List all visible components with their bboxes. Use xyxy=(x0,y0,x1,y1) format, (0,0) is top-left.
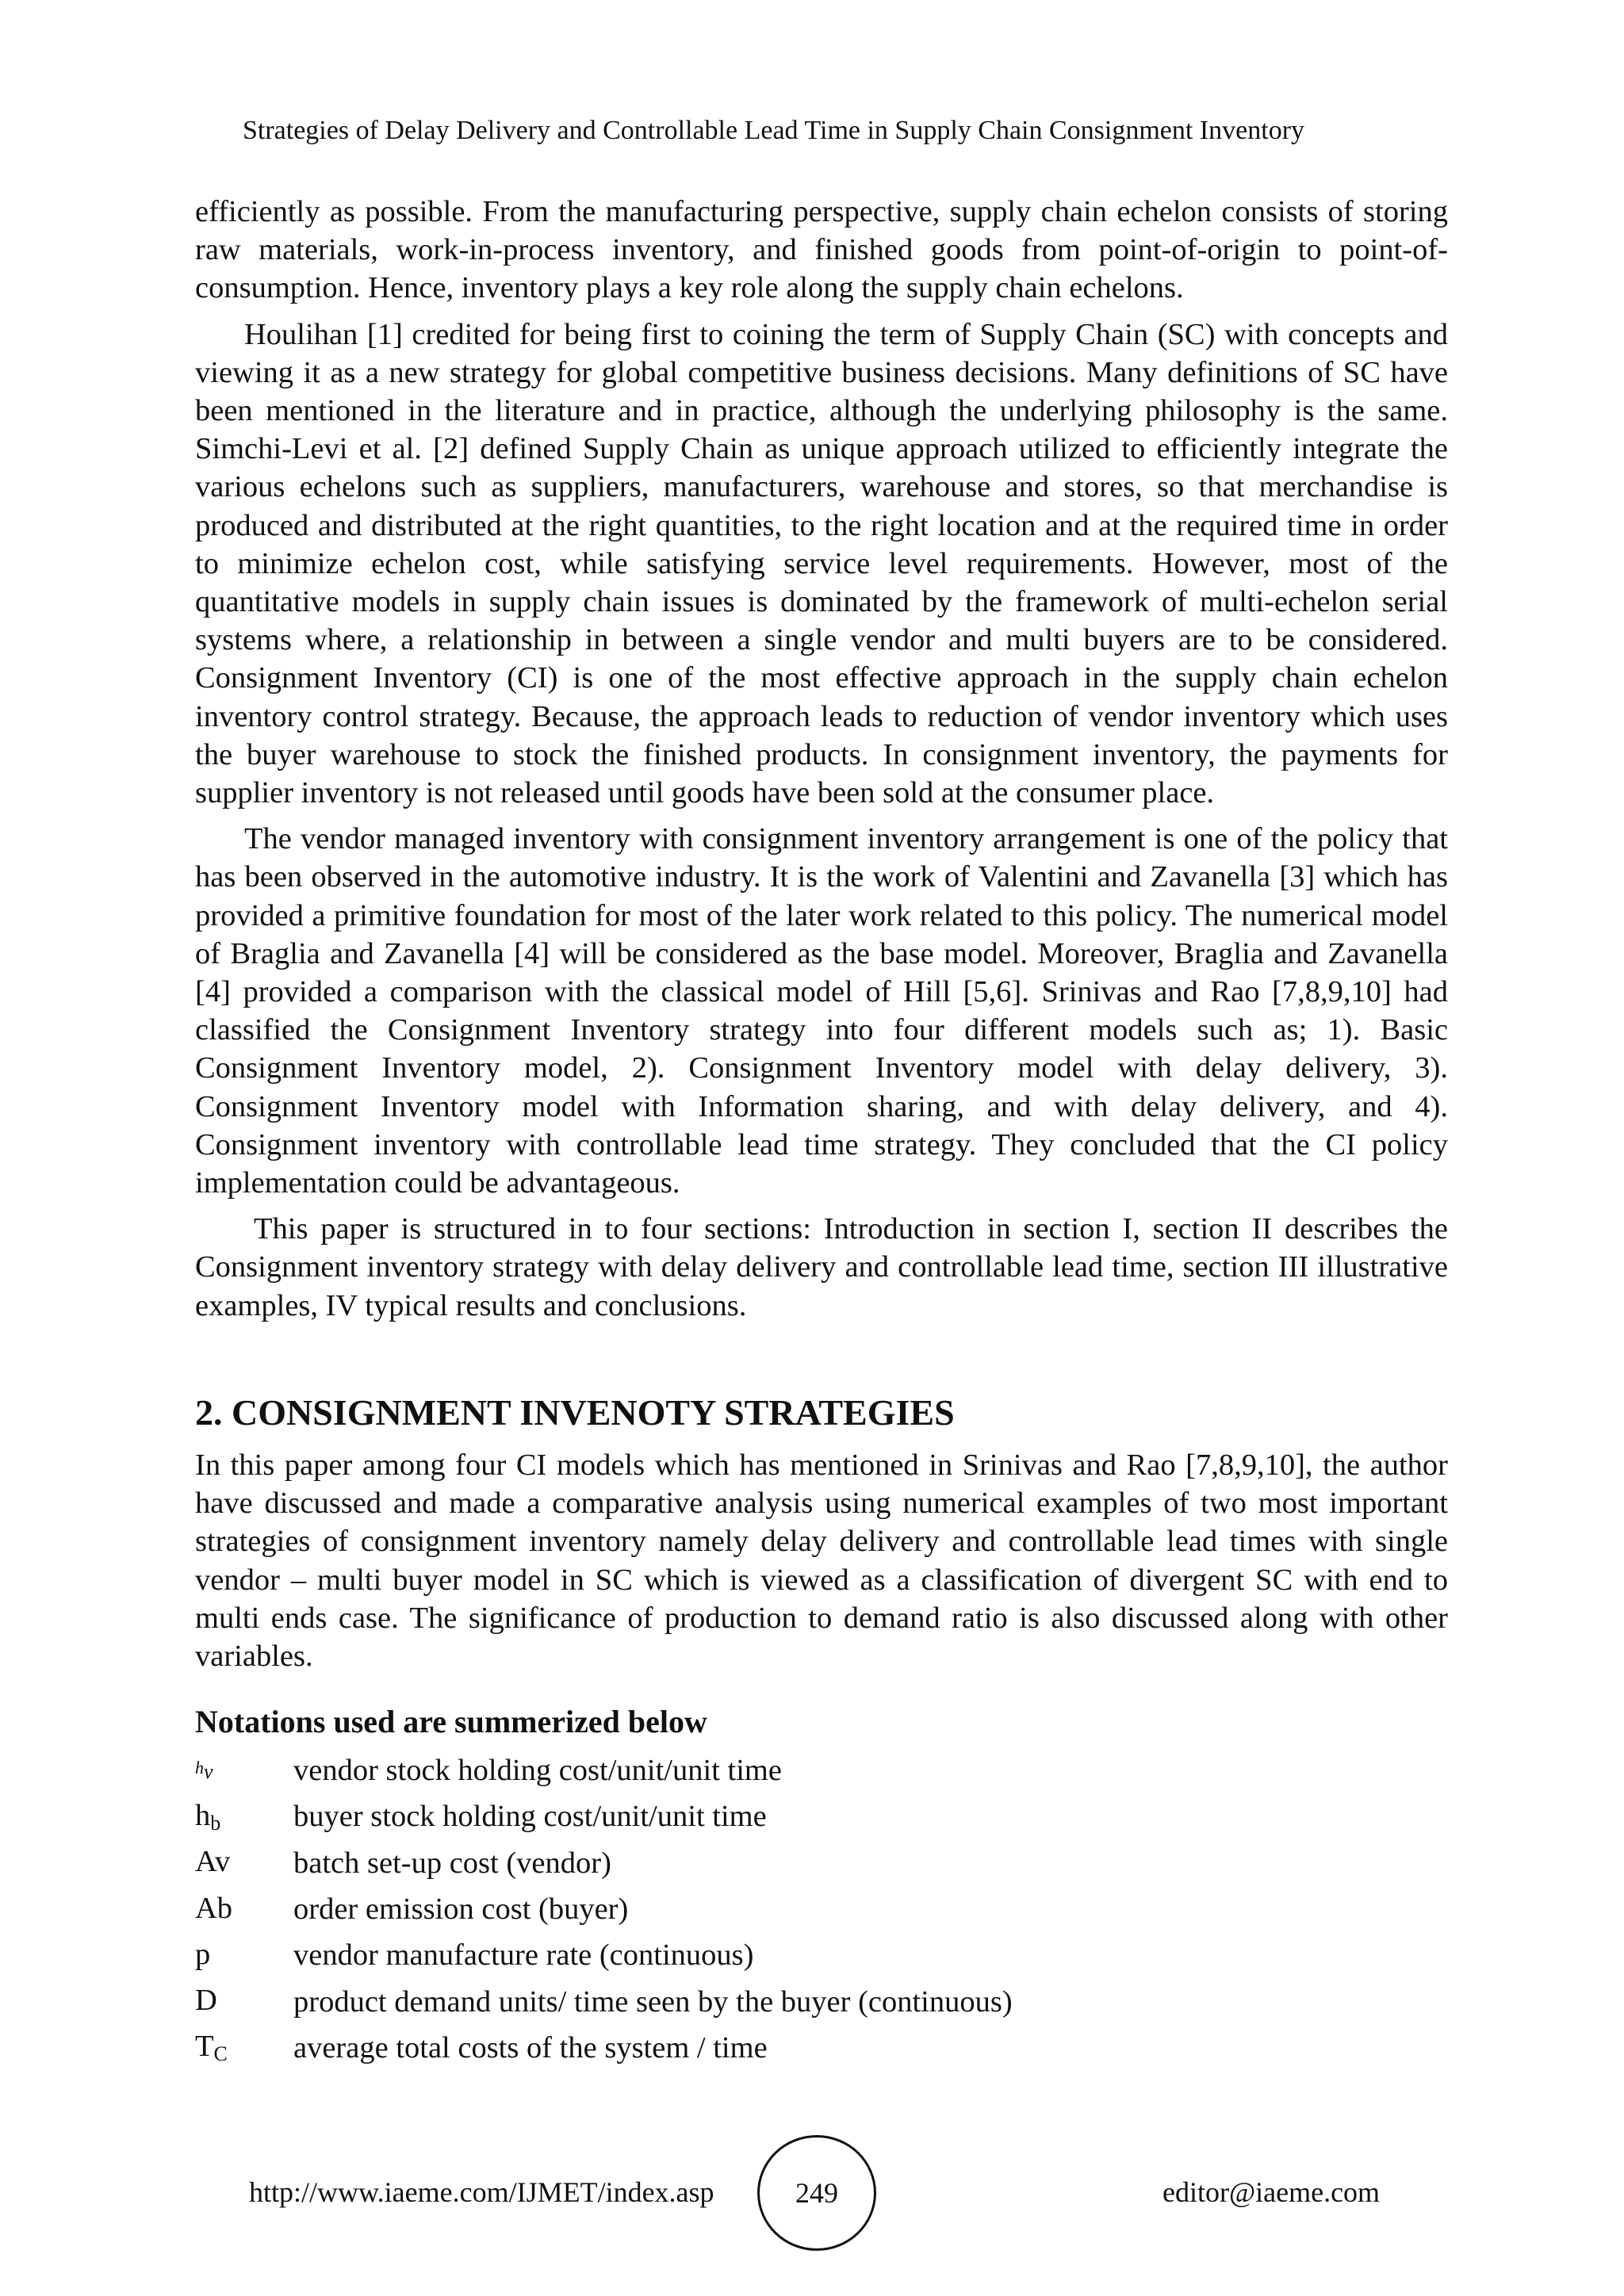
notation-row xyxy=(195,2025,1448,2071)
notation-row xyxy=(195,1793,1448,1839)
page-number-text: 249 xyxy=(795,2177,838,2209)
notation-row xyxy=(195,1840,1448,1886)
intro-body xyxy=(195,193,1448,1333)
notation-description: vendor manufacture rate (continuous) xyxy=(293,1938,754,1973)
notation-row xyxy=(195,1747,1448,1793)
section-paragraph: In this paper among four CI models which has mentioned in Srinivas and Rao [7,8,9,10], the author have discussed and made a comparative analysis using numerical examples of two most important strategies of consignment inventory namely delay delivery and controllable lead times with single vendor – multi buyer model in SC which is viewed as a classification of divergent SC with end to multi ends case. The significance of production to demand ratio is also discussed along with other variables. xyxy=(195,1448,1448,1674)
notation-symbol: $h_b$ xyxy=(195,1798,221,1835)
notation-description: batch set-up cost (vendor) xyxy=(293,1846,611,1880)
footer-email-link[interactable]: editor@iaeme.com xyxy=(1162,2176,1381,2208)
notation-symbol: D xyxy=(195,1984,217,2018)
notation-description: vendor stock holding cost/unit/unit time xyxy=(293,1754,782,1788)
notation-symbol: Av xyxy=(195,1845,231,1879)
notation-symbol: $h_v$ xyxy=(195,1757,213,1783)
page-number xyxy=(757,2135,876,2251)
notation-symbol: $T_C$ xyxy=(195,2030,228,2066)
notation-description: average total costs of the system / time xyxy=(293,2030,768,2064)
notation-row xyxy=(195,1886,1448,1932)
notation-symbol: Ab xyxy=(195,1891,233,1925)
paragraph: The vendor managed inventory with consignment inventory arrangement is one of the policy that has been observed in the automotive industry. It is the work of Valentini and Zavanella [3] which has provided a primitive foundation for most of the later work related to this policy. The numerical model of Braglia and Zavanella [4] will be considered as the base model. Moreover, Braglia and Zavanella [4] provided a comparison with the classical model of Hill [5,6]. Srinivas and Rao [7,8,9,10] had classified the Consignment Inventory strategy into four different models such as; 1). Basic Consignment Inventory model, 2). Consignment Inventory model with delay delivery, 3). Consignment Inventory model with Information sharing, and with delay delivery, and 4). Consignment inventory with controllable lead time strategy. They concluded that the CI policy implementation could be advantageous. xyxy=(195,822,1448,1200)
notation-list xyxy=(195,1747,1448,2071)
running-header: Strategies of Delay Delivery and Controllable Lead Time in Supply Chain Consignment Inventory xyxy=(243,116,1305,145)
notation-row xyxy=(195,1932,1448,1978)
paragraph: This paper is structured in to four sections: Introduction in section I, section II describes the Consignment inventory strategy with delay delivery and controllable lead time, section III illustrative examples, IV typical results and conclusions. xyxy=(195,1212,1448,1322)
notation-row xyxy=(195,1978,1448,2024)
notation-description: product demand units/ time seen by the buyer (continuous) xyxy=(293,1984,1013,2019)
paragraph: Houlihan [1] credited for being first to coining the term of Supply Chain (SC) with concepts and viewing it as a new strategy for global competitive business decisions. Many definitions of SC have been mentioned in the literature and in practice, although the underlying philosophy is the same. Simchi-Levi et al. [2] defined Supply Chain as unique approach utilized to efficiently integrate the various echelons such as suppliers, manufacturers, warehouse and stores, so that merchandise is produced and distributed at the right quantities, to the right location and at the required time in order to minimize echelon cost, while satisfying service level requirements. However, most of the quantitative models in supply chain issues is dominated by the framework of multi-echelon serial systems where, a relationship in between a single vendor and multi buyers are to be considered. Consignment Inventory (CI) is one of the most effective approach in the supply chain echelon inventory control strategy. Because, the approach leads to reduction of vendor inventory which uses the buyer warehouse to stock the finished products. In consignment inventory, the payments for supplier inventory is not released until goods have been sold at the consumer place. xyxy=(195,317,1448,810)
notation-description: order emission cost (buyer) xyxy=(293,1892,629,1927)
notation-symbol: p xyxy=(195,1937,211,1971)
notation-description: buyer stock holding cost/unit/unit time xyxy=(293,1800,767,1834)
paragraph: efficiently as possible. From the manufacturing perspective, supply chain echelon consists of storing raw materials, work-in-process inventory, and finished goods from point-of-origin to point-of-consumption. Hence, inventory plays a key role along the supply chain echelons. xyxy=(195,195,1448,305)
notations-heading: Notations used are summerized below xyxy=(195,1704,707,1739)
footer-url-link[interactable]: http://www.iaeme.com/IJMET/index.asp xyxy=(249,2176,714,2208)
section-heading: 2. CONSIGNMENT INVENOTY STRATEGIES xyxy=(195,1392,955,1433)
